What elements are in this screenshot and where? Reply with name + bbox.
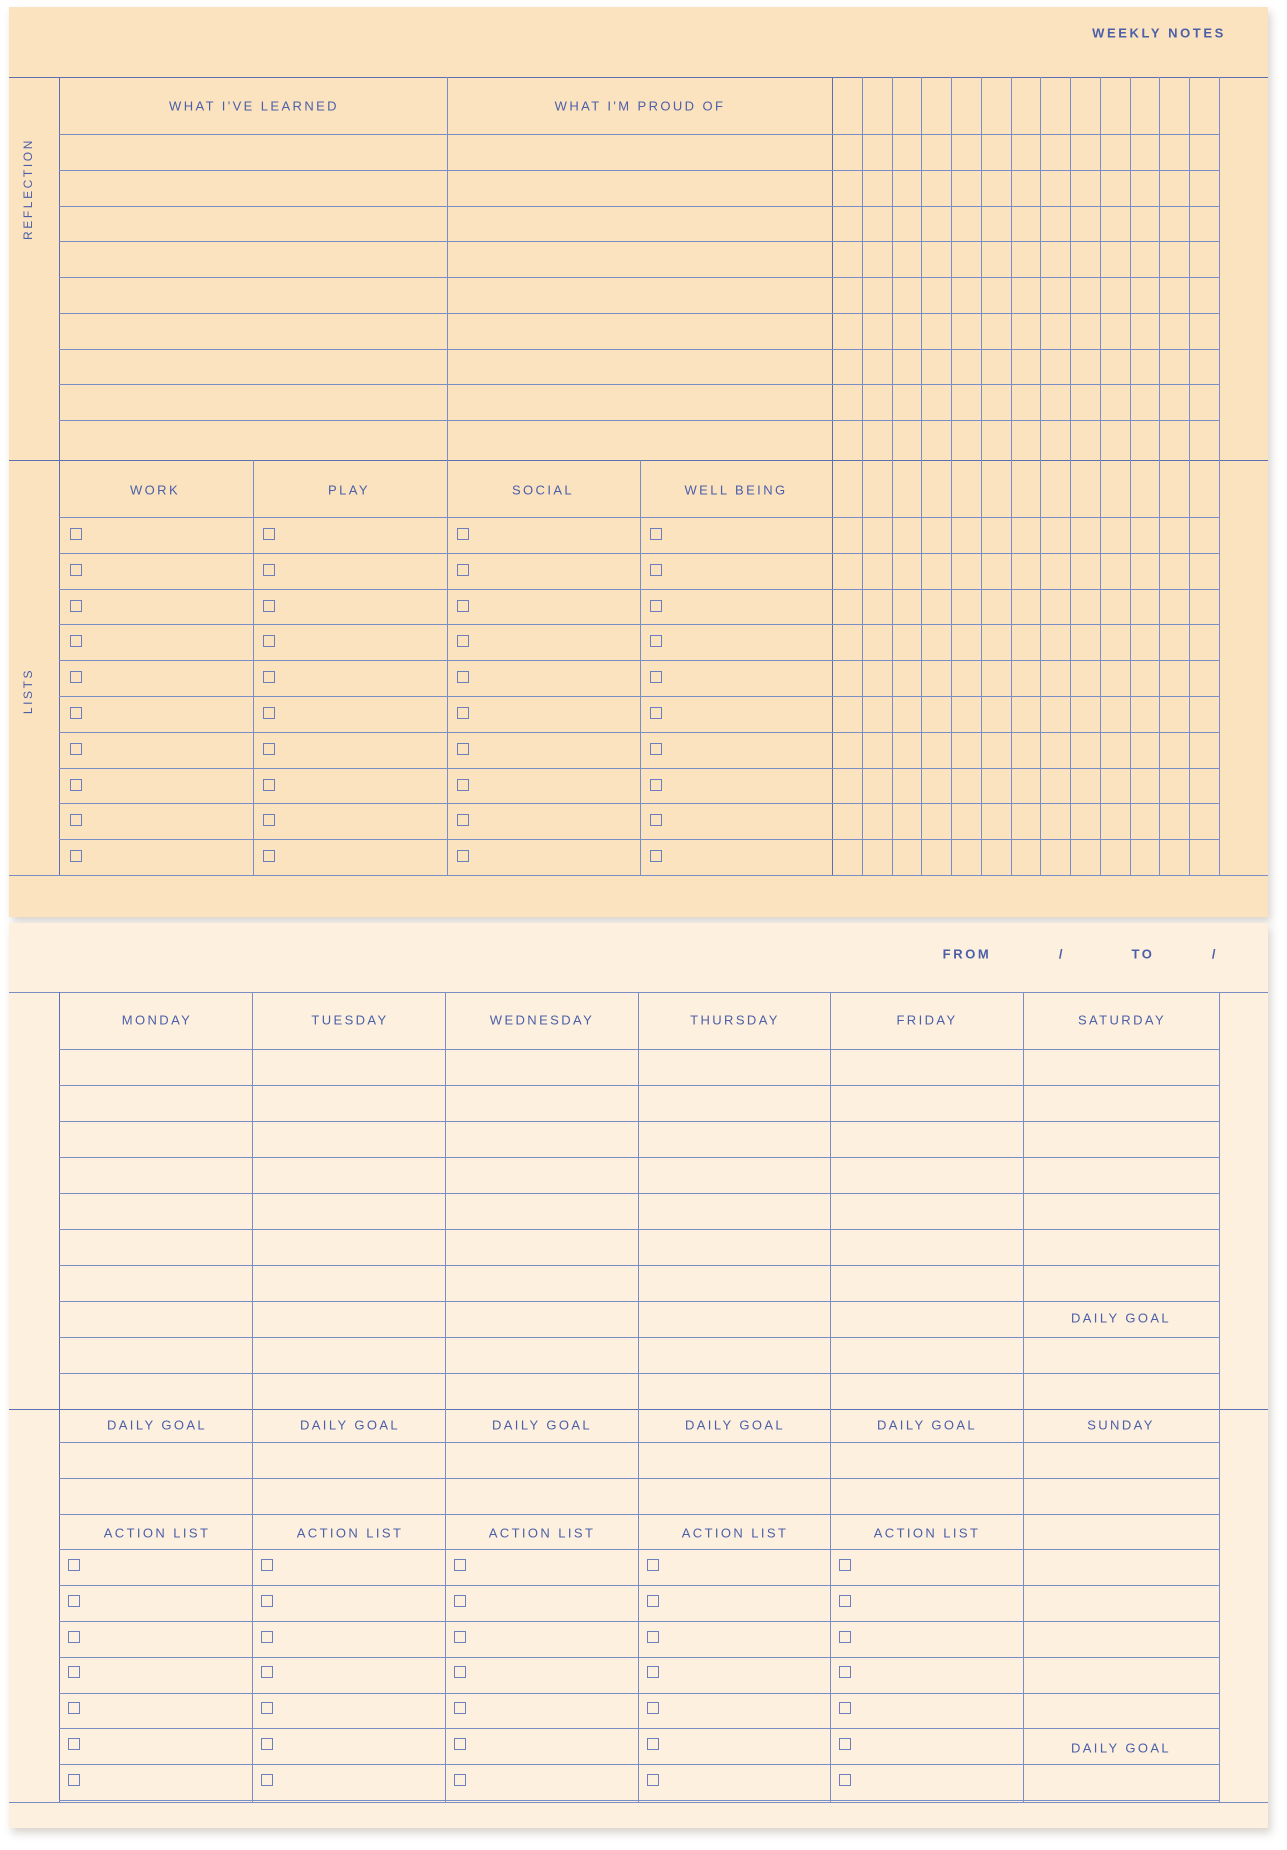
- checkbox[interactable]: [647, 1559, 659, 1571]
- checkbox[interactable]: [261, 1738, 273, 1750]
- checkbox[interactable]: [263, 850, 275, 862]
- rule-line: [59, 1085, 1219, 1086]
- checkbox[interactable]: [261, 1774, 273, 1786]
- checkbox[interactable]: [70, 528, 82, 540]
- header-work: WORK: [129, 482, 181, 498]
- checkbox[interactable]: [263, 635, 275, 647]
- weekly-planner-sheet: [9, 923, 1268, 1828]
- checkbox[interactable]: [647, 1738, 659, 1750]
- checkbox[interactable]: [263, 671, 275, 683]
- day-header-thursday: THURSDAY: [690, 1012, 780, 1028]
- column-line: [1011, 77, 1012, 875]
- checkbox[interactable]: [263, 600, 275, 612]
- saturday-daily-goal-label: DAILY GOAL: [1070, 1310, 1172, 1326]
- rule-line: [59, 1301, 1219, 1302]
- checkbox[interactable]: [457, 814, 469, 826]
- column-line: [252, 992, 253, 1802]
- rule-line: [59, 1442, 1219, 1443]
- column-line: [1159, 77, 1160, 875]
- column-line: [1219, 77, 1220, 875]
- checkbox[interactable]: [70, 635, 82, 647]
- rule-line: [59, 1478, 1219, 1479]
- sheet-title: WEEKLY NOTES: [1092, 25, 1226, 41]
- rule-line: [59, 1585, 1219, 1586]
- rule-line: [9, 460, 1268, 461]
- checkbox[interactable]: [839, 1631, 851, 1643]
- column-line: [59, 77, 60, 875]
- day-header-saturday: SATURDAY: [1077, 1012, 1167, 1028]
- column-line: [1100, 77, 1101, 875]
- checkbox[interactable]: [454, 1666, 466, 1678]
- column-line: [447, 77, 448, 875]
- lists-side-label: LISTS: [21, 667, 35, 715]
- wednesday-action-list-label: ACTION LIST: [488, 1525, 596, 1541]
- checkbox[interactable]: [650, 707, 662, 719]
- to-label: TO: [1131, 946, 1155, 962]
- rule-line: [59, 1514, 1219, 1515]
- column-line: [1189, 77, 1190, 875]
- column-line: [921, 77, 922, 875]
- rule-line: [59, 1121, 1219, 1122]
- checkbox[interactable]: [454, 1559, 466, 1571]
- checkbox[interactable]: [263, 707, 275, 719]
- rule-line: [59, 696, 1219, 697]
- day-header-sunday: SUNDAY: [1087, 1417, 1155, 1433]
- rule-line: [59, 349, 1219, 350]
- header-well-being: WELL BEING: [684, 482, 788, 498]
- checkbox[interactable]: [70, 779, 82, 791]
- checkbox[interactable]: [261, 1702, 273, 1714]
- checkbox[interactable]: [70, 743, 82, 755]
- column-line: [1130, 77, 1131, 875]
- checkbox[interactable]: [650, 671, 662, 683]
- checkbox[interactable]: [68, 1774, 80, 1786]
- checkbox[interactable]: [457, 779, 469, 791]
- checkbox[interactable]: [647, 1702, 659, 1714]
- checkbox[interactable]: [454, 1738, 466, 1750]
- column-line: [640, 460, 641, 875]
- rule-line: [59, 1621, 1219, 1622]
- friday-daily-goal-label: DAILY GOAL: [876, 1417, 978, 1433]
- sunday-daily-goal-label: DAILY GOAL: [1070, 1740, 1172, 1756]
- checkbox[interactable]: [650, 528, 662, 540]
- checkbox[interactable]: [454, 1702, 466, 1714]
- column-line: [59, 992, 60, 1802]
- checkbox[interactable]: [839, 1595, 851, 1607]
- tuesday-daily-goal-label: DAILY GOAL: [299, 1417, 401, 1433]
- column-line: [862, 77, 863, 875]
- checkbox[interactable]: [650, 600, 662, 612]
- checkbox[interactable]: [650, 850, 662, 862]
- checkbox[interactable]: [839, 1702, 851, 1714]
- checkbox[interactable]: [457, 528, 469, 540]
- rule-line: [59, 1193, 1219, 1194]
- day-header-monday: MONDAY: [121, 1012, 193, 1028]
- rule-line: [59, 660, 1219, 661]
- day-header-tuesday: TUESDAY: [311, 1012, 389, 1028]
- rule-line: [59, 170, 1219, 171]
- checkbox[interactable]: [70, 671, 82, 683]
- rule-line: [59, 1265, 1219, 1266]
- column-line: [253, 460, 254, 875]
- checkbox[interactable]: [70, 564, 82, 576]
- rule-line: [59, 553, 1219, 554]
- rule-line: [59, 1049, 1219, 1050]
- column-line: [830, 992, 831, 1802]
- column-line: [445, 992, 446, 1802]
- checkbox[interactable]: [263, 743, 275, 755]
- checkbox[interactable]: [454, 1631, 466, 1643]
- checkbox[interactable]: [261, 1631, 273, 1643]
- checkbox[interactable]: [261, 1559, 273, 1571]
- rule-line: [59, 384, 1219, 385]
- checkbox[interactable]: [68, 1595, 80, 1607]
- checkbox[interactable]: [68, 1559, 80, 1571]
- checkbox[interactable]: [70, 814, 82, 826]
- checkbox[interactable]: [70, 850, 82, 862]
- header-play: PLAY: [328, 482, 370, 498]
- rule-line: [59, 1693, 1219, 1694]
- rule-line: [59, 1657, 1219, 1658]
- rule-line: [59, 1229, 1219, 1230]
- checkbox[interactable]: [650, 814, 662, 826]
- checkbox[interactable]: [263, 779, 275, 791]
- rule-line: [59, 589, 1219, 590]
- column-line: [1040, 77, 1041, 875]
- checkbox[interactable]: [839, 1738, 851, 1750]
- rule-line: [59, 420, 1219, 421]
- checkbox[interactable]: [647, 1774, 659, 1786]
- rule-line: [9, 77, 1268, 78]
- checkbox[interactable]: [650, 564, 662, 576]
- monday-daily-goal-label: DAILY GOAL: [106, 1417, 208, 1433]
- rule-line: [59, 134, 1219, 135]
- rule-line: [59, 1800, 1219, 1801]
- header-what-ive-learned: WHAT I'VE LEARNED: [169, 98, 339, 114]
- rule-line: [59, 1764, 1219, 1765]
- from-label: FROM: [942, 946, 992, 962]
- checkbox[interactable]: [457, 743, 469, 755]
- checkbox[interactable]: [68, 1666, 80, 1678]
- weekly-notes-sheet: [9, 7, 1268, 917]
- checkbox[interactable]: [457, 600, 469, 612]
- rule-line: [59, 1728, 1219, 1729]
- checkbox[interactable]: [650, 743, 662, 755]
- rule-line: [59, 732, 1219, 733]
- checkbox[interactable]: [70, 707, 82, 719]
- rule-line: [59, 1337, 1219, 1338]
- day-header-friday: FRIDAY: [896, 1012, 958, 1028]
- checkbox[interactable]: [839, 1774, 851, 1786]
- checkbox[interactable]: [263, 814, 275, 826]
- checkbox[interactable]: [261, 1666, 273, 1678]
- rule-line: [59, 1157, 1219, 1158]
- column-line: [1023, 992, 1024, 1802]
- checkbox[interactable]: [457, 850, 469, 862]
- checkbox[interactable]: [647, 1666, 659, 1678]
- column-line: [951, 77, 952, 875]
- checkbox[interactable]: [263, 528, 275, 540]
- checkbox[interactable]: [457, 707, 469, 719]
- monday-action-list-label: ACTION LIST: [103, 1525, 211, 1541]
- rule-line: [59, 1549, 1219, 1550]
- column-line: [832, 77, 833, 875]
- to-date-slash: /: [1211, 946, 1219, 962]
- checkbox[interactable]: [457, 564, 469, 576]
- checkbox[interactable]: [839, 1559, 851, 1571]
- from-date-slash: /: [1058, 946, 1066, 962]
- column-line: [981, 77, 982, 875]
- checkbox[interactable]: [454, 1595, 466, 1607]
- checkbox[interactable]: [68, 1631, 80, 1643]
- rule-line: [59, 517, 1219, 518]
- column-line: [892, 77, 893, 875]
- checkbox[interactable]: [454, 1774, 466, 1786]
- column-line: [1219, 992, 1220, 1802]
- thursday-daily-goal-label: DAILY GOAL: [684, 1417, 786, 1433]
- checkbox[interactable]: [261, 1595, 273, 1607]
- rule-line: [59, 241, 1219, 242]
- checkbox[interactable]: [647, 1595, 659, 1607]
- rule-line: [59, 313, 1219, 314]
- rule-line: [59, 768, 1219, 769]
- checkbox[interactable]: [68, 1702, 80, 1714]
- rule-line: [59, 839, 1219, 840]
- checkbox[interactable]: [68, 1738, 80, 1750]
- checkbox[interactable]: [263, 564, 275, 576]
- rule-line: [59, 206, 1219, 207]
- header-what-im-proud-of: WHAT I'M PROUD OF: [554, 98, 726, 114]
- rule-line: [59, 1373, 1219, 1374]
- rule-line: [9, 1802, 1268, 1803]
- friday-action-list-label: ACTION LIST: [873, 1525, 981, 1541]
- thursday-action-list-label: ACTION LIST: [681, 1525, 789, 1541]
- rule-line: [59, 803, 1219, 804]
- checkbox[interactable]: [650, 635, 662, 647]
- column-line: [1070, 77, 1071, 875]
- day-header-wednesday: WEDNESDAY: [489, 1012, 595, 1028]
- rule-line: [59, 277, 1219, 278]
- checkbox[interactable]: [839, 1666, 851, 1678]
- checkbox[interactable]: [457, 671, 469, 683]
- rule-line: [9, 875, 1268, 876]
- rule-line: [59, 624, 1219, 625]
- reflection-side-label: REFLECTION: [21, 137, 35, 241]
- checkbox[interactable]: [70, 600, 82, 612]
- checkbox[interactable]: [647, 1631, 659, 1643]
- header-social: SOCIAL: [511, 482, 575, 498]
- checkbox[interactable]: [650, 779, 662, 791]
- checkbox[interactable]: [457, 635, 469, 647]
- column-line: [638, 992, 639, 1802]
- wednesday-daily-goal-label: DAILY GOAL: [491, 1417, 593, 1433]
- tuesday-action-list-label: ACTION LIST: [296, 1525, 404, 1541]
